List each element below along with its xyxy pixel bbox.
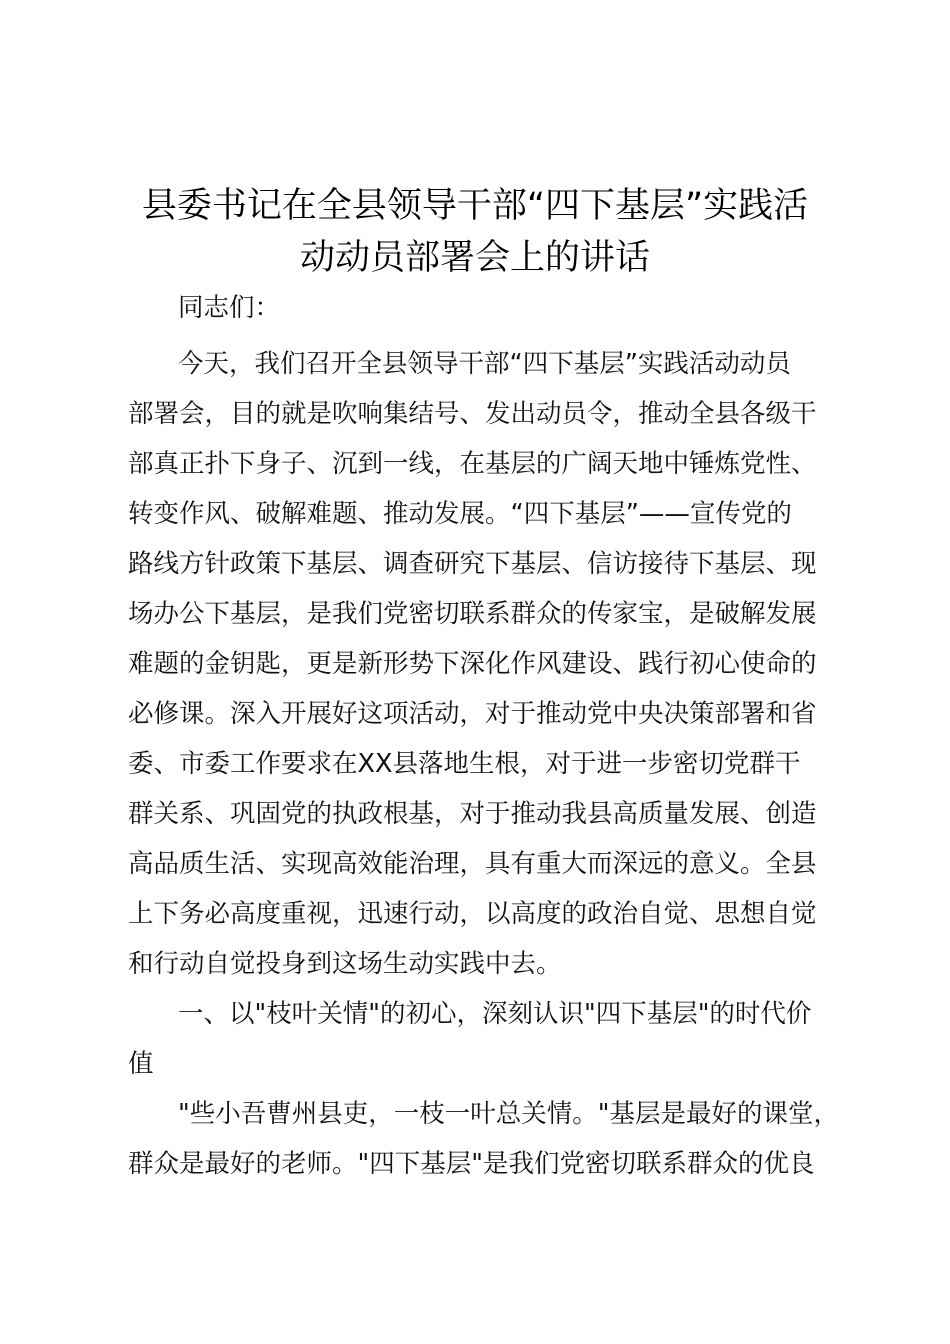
paragraph-line: 路线方针政策下基层、调查研究下基层、信访接待下基层、现 bbox=[128, 549, 817, 579]
paragraph-line: 转变作风、破解难题、推动发展。“四下基层”——宣传党的 bbox=[128, 499, 792, 529]
paragraph-line: "些小吾曹州县吏，一枝一叶总关情。"基层是最好的课堂， bbox=[178, 1099, 839, 1129]
paragraph-line: 今天，我们召开全县领导干部“四下基层”实践活动动员 bbox=[178, 349, 791, 379]
paragraph-line: 高品质生活、实现高效能治理，具有重大而深远的意义。全县 bbox=[128, 849, 817, 879]
paragraph-1 bbox=[128, 339, 840, 989]
paragraph-line: 群众是最好的老师。"四下基层"是我们党密切联系群众的优良 bbox=[128, 1149, 815, 1179]
document-body bbox=[128, 283, 840, 1189]
paragraph-line: 上下务必高度重视，迅速行动，以高度的政治自觉、思想自觉 bbox=[128, 899, 817, 929]
paragraph-2 bbox=[128, 1089, 840, 1189]
paragraph-line: 群关系、巩固党的执政根基，对于推动我县高质量发展、创造 bbox=[128, 799, 817, 829]
title-line-2: 动动员部署会上的讲话 bbox=[299, 238, 650, 278]
paragraph-line: 部真正扑下身子、沉到一线，在基层的广阔天地中锤炼党性、 bbox=[128, 449, 817, 479]
heading-line: 值 bbox=[128, 1049, 154, 1079]
paragraph-line: 部署会，目的就是吹响集结号、发出动员令，推动全县各级干 bbox=[128, 399, 817, 429]
paragraph-line: 难题的金钥匙，更是新形势下深化作风建设、践行初心使命的 bbox=[128, 649, 817, 679]
greeting bbox=[128, 283, 840, 339]
section-heading-1 bbox=[128, 989, 840, 1089]
document-title bbox=[110, 180, 840, 284]
paragraph-line: 必修课。深入开展好这项活动，对于推动党中央决策部署和省 bbox=[128, 699, 817, 729]
paragraph-line: 场办公下基层，是我们党密切联系群众的传家宝，是破解发展 bbox=[128, 599, 817, 629]
paragraph-line: 委、市委工作要求在XX县落地生根，对于进一步密切党群干 bbox=[128, 749, 801, 779]
heading-line: 一、以"枝叶关情"的初心，深刻认识"四下基层"的时代价 bbox=[178, 999, 812, 1029]
greeting-text: 同志们： bbox=[178, 293, 281, 323]
paragraph-line: 和行动自觉投身到这场生动实践中去。 bbox=[128, 949, 562, 979]
title-line-1: 县委书记在全县领导干部“四下基层”实践活 bbox=[141, 186, 809, 226]
